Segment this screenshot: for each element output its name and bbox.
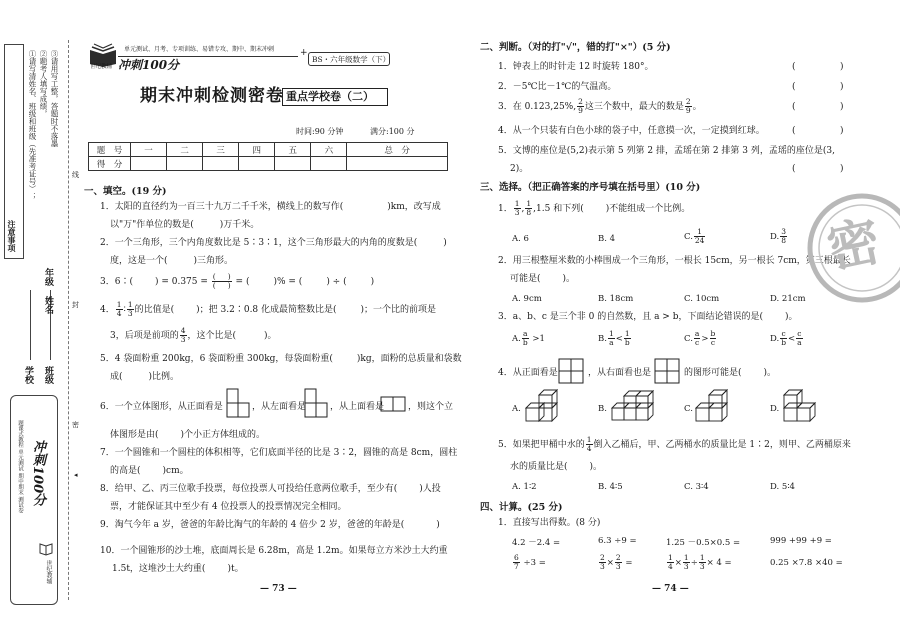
judge-5-line1: 5．文博的座位是(5,2)表示第 5 列第 2 排，孟瑶在第 2 排第 3 列，孟瑶的座位是(3, bbox=[498, 146, 835, 156]
choice-2-line2: 可能是( )。 bbox=[510, 274, 576, 284]
q6-text-a: 6．一个立体图形，从正面看是 bbox=[100, 402, 223, 412]
cut-mark-secret: 密 bbox=[72, 421, 79, 429]
score-table-row-header bbox=[89, 143, 448, 157]
page-number-right: — 74 — bbox=[652, 584, 689, 594]
q6-text-c: ，从上面看是 bbox=[330, 402, 385, 412]
judge-3-paren-l: ( bbox=[792, 102, 796, 112]
score-cell: 得 分 bbox=[89, 157, 131, 171]
calc-item: $\frac{6}{7}$ ÷3 = bbox=[514, 553, 546, 571]
score-input[interactable] bbox=[347, 157, 448, 171]
judge-5-line2: 2)。 bbox=[510, 164, 529, 174]
full-score-label: 满分:100 分 bbox=[370, 127, 415, 136]
calc-item: $\frac{2}{3}$ × $\frac{2}{3}$ = bbox=[600, 553, 633, 571]
score-cell: 总 分 bbox=[347, 143, 448, 157]
score-cell: 六 bbox=[311, 143, 347, 157]
q3-blank-fraction: $\frac{( )}{( )}$ bbox=[212, 272, 231, 290]
score-input[interactable] bbox=[275, 157, 311, 171]
choice-1-option-a[interactable]: A. 6 bbox=[512, 234, 529, 244]
header-logo-brand: 世纪教辅 bbox=[90, 64, 113, 70]
choice-4-front-view-icon bbox=[558, 358, 584, 384]
label-name: 姓名 bbox=[43, 296, 53, 314]
q6-text-d: ，则这个立 bbox=[408, 402, 454, 412]
q8-line2: 票，才能保证其中至少有 4 位投票人的投票情况完全相同。 bbox=[110, 502, 347, 512]
choice-1-option-b[interactable]: B. 4 bbox=[598, 234, 616, 244]
choice-5-line1: 5．如果把甲桶中水的 $\frac{1}{4}$ 倒入乙桶后，甲、乙两桶水的质量比是 1∶2，则甲、乙两桶原来 bbox=[498, 435, 851, 453]
header-series: 单元测试、月考、专项训练、易错专攻、期中、期末冲刺 bbox=[124, 46, 275, 53]
score-cell: 三 bbox=[203, 143, 239, 157]
choice-2-line1: 2．用三根整厘米数的小棒围成一个三角形，一根长 15cm，另一根长 7cm，第三根最长 bbox=[498, 256, 851, 266]
school-line bbox=[30, 290, 31, 360]
q6-text-b: ，从左面看是 bbox=[252, 402, 307, 412]
notice-line-1: ①请写清姓名、班级和班级（先准考证号）； bbox=[28, 50, 37, 200]
label-class: 班级 bbox=[43, 366, 53, 384]
q7-line2: 的高是( )cm。 bbox=[110, 466, 189, 476]
judge-1: 1．钟表上的时针走 12 时旋转 180°。 bbox=[498, 62, 654, 72]
choice-4-option-b-solid-icon[interactable] bbox=[610, 384, 662, 424]
section-1-title: 一、填空。(19 分) bbox=[84, 186, 167, 197]
notice-line-3: ③请用写工整，答题时不落墨 bbox=[50, 50, 59, 148]
judge-3-paren-r: ) bbox=[840, 102, 844, 112]
choice-4-option-a[interactable]: A. bbox=[512, 404, 521, 414]
score-cell: 二 bbox=[167, 143, 203, 157]
score-input[interactable] bbox=[203, 157, 239, 171]
cut-mark-seal: 封 bbox=[72, 301, 79, 309]
choice-5-option-c[interactable]: C. 3∶4 bbox=[684, 482, 709, 492]
binding-brand: 世纪教辅 bbox=[45, 560, 52, 584]
judge-4: 4．从一个只装有白色小球的袋子中，任意摸一次，一定摸到红球。 bbox=[498, 126, 765, 136]
q10-line2: 1.5t，这堆沙土大约重( )t。 bbox=[112, 564, 244, 574]
judge-4-paren-l: ( bbox=[792, 126, 796, 136]
choice-3-option-a[interactable]: A. $\frac{a}{b}$ >1 bbox=[512, 329, 545, 347]
choice-4-text-c: 的图形可能是( )。 bbox=[684, 368, 777, 378]
choice-3-option-d[interactable]: D. $\frac{c}{b}$ < $\frac{c}{a}$ bbox=[770, 329, 802, 347]
choice-4-option-b[interactable]: B. bbox=[598, 404, 607, 414]
section-3-title: 三、选择。（把正确答案的序号填在括号里）(10 分) bbox=[480, 182, 701, 193]
judge-2: 2．－5℃比－1℃的气温高。 bbox=[498, 82, 617, 92]
choice-4-text-b: ，从右面看也是 bbox=[588, 368, 652, 378]
notice-line-2: ②题考人填写成绩， bbox=[39, 50, 48, 118]
choice-4-option-c-solid-icon[interactable] bbox=[694, 388, 740, 424]
choice-2-option-d[interactable]: D. 21cm bbox=[770, 294, 806, 304]
page-title: 期末冲刺检测密卷 bbox=[140, 86, 284, 106]
q6-left-view-icon bbox=[304, 388, 328, 418]
judge-4-paren-r: ) bbox=[840, 126, 844, 136]
score-input[interactable] bbox=[131, 157, 167, 171]
judge-5-paren-r: ) bbox=[840, 164, 844, 174]
score-cell: 四 bbox=[239, 143, 275, 157]
judge-2-paren-l: ( bbox=[792, 82, 796, 92]
q4-line1: 4． $\frac{1}{4}$ ∶ $\frac{1}{3}$ 的比值是( )；把 3.2∶0.8 化成最简整数比是( )；一个比的前项是 bbox=[100, 300, 437, 318]
q8-line1: 8．给甲、乙、丙三位歌手投票，每位投票人可投给任意两位歌手，至少有( )人投 bbox=[100, 484, 441, 494]
binding-logo-sub: 题课式教程 单元测试 期中期末 测试卷 bbox=[17, 420, 23, 514]
choice-4-option-d[interactable]: D. bbox=[770, 404, 780, 414]
score-input[interactable] bbox=[311, 157, 347, 171]
calc-item: 999 +99 +9 = bbox=[770, 536, 832, 546]
score-table bbox=[88, 142, 448, 171]
choice-4-option-a-solid-icon[interactable] bbox=[524, 388, 570, 424]
choice-4-right-view-icon bbox=[654, 358, 680, 384]
judge-2-paren-r: ) bbox=[840, 82, 844, 92]
choice-3-stem: 3．a、b、c 是三个非 0 的自然数，且 a > b，下面结论错误的是( )。 bbox=[498, 312, 798, 322]
q5-line1: 5．4 袋面粉重 200kg，6 袋面粉重 300kg，每袋面粉重( )kg，面粉的总质量和袋数 bbox=[100, 354, 462, 364]
choice-5-option-d[interactable]: D. 5∶4 bbox=[770, 482, 795, 492]
calc-item: 4.2 －2.4 = bbox=[512, 538, 561, 548]
choice-3-option-c[interactable]: C. $\frac{a}{c}$ > $\frac{b}{c}$ bbox=[684, 329, 716, 347]
time-label: 时间:90 分钟 bbox=[296, 127, 344, 136]
page-number-left: — 73 — bbox=[260, 584, 297, 594]
score-cell: 五 bbox=[275, 143, 311, 157]
binding-book-icon bbox=[38, 540, 54, 556]
cut-mark-line: 线 bbox=[72, 171, 79, 179]
choice-5-line2: 水的质量比是( )。 bbox=[510, 462, 603, 472]
score-cell: 题 号 bbox=[89, 143, 131, 157]
binding-logo-text: 冲刺100分 bbox=[30, 440, 45, 507]
binding-strip bbox=[0, 0, 80, 618]
calc-item: 6.3 ÷9 = bbox=[598, 536, 637, 546]
q2-line2: 度，这是一个( )三角形。 bbox=[110, 256, 234, 266]
choice-3-option-b[interactable]: B. $\frac{1}{a}$ < $\frac{1}{b}$ bbox=[598, 329, 630, 347]
q1-line2: 以"万"作单位的数是( )万千米。 bbox=[110, 220, 260, 230]
section-4-title: 四、计算。(25 分) bbox=[480, 502, 563, 513]
calc-item: $\frac{1}{4}$ × $\frac{1}{3}$ ÷ $\frac{1}{3}$ × 4 = bbox=[668, 553, 732, 571]
score-input[interactable] bbox=[167, 157, 203, 171]
choice-1-option-c[interactable]: C. $\frac{1}{24}$ bbox=[684, 227, 705, 245]
q6-top-view-icon bbox=[380, 396, 406, 412]
choice-4-text-a: 4．从正面看是 bbox=[498, 368, 558, 378]
choice-5-option-a[interactable]: A. 1∶2 bbox=[512, 482, 537, 492]
score-cell: 一 bbox=[131, 143, 167, 157]
section-2-title: 二、判断。（对的打"√"，错的打"×"）(5 分) bbox=[480, 42, 671, 53]
title-badge: 重点学校卷（二） bbox=[286, 90, 374, 103]
judge-3: 3．在 0.123,25%, $\frac{2}{9}$ 这三个数中，最大的数是 $\frac{2}{9}$ 。 bbox=[498, 97, 702, 115]
choice-2-option-a[interactable]: A. 9cm bbox=[512, 294, 542, 304]
header-logo: 冲刺100分 bbox=[118, 58, 180, 72]
header-plus: + bbox=[300, 48, 308, 58]
choice-1-stem: 1． $\frac{1}{3}$ , $\frac{1}{8}$ ,1.5 和下列( )不能组成一个比例。 bbox=[498, 199, 691, 217]
label-school: 学校 bbox=[23, 366, 33, 384]
judge-1-paren-r: ) bbox=[840, 62, 844, 72]
choice-1-option-d[interactable]: D. $\frac{3}{8}$ bbox=[770, 227, 786, 245]
q10-line1: 10．一个圆锥形的沙土堆，底面周长是 6.28m，高是 1.2m。如果每立方米沙土大约重 bbox=[100, 546, 448, 556]
calc-item: 0.25 ×7.8 ×40 = bbox=[770, 558, 843, 568]
choice-2-option-c[interactable]: C. 10cm bbox=[684, 294, 720, 304]
judge-1-paren-l: ( bbox=[792, 62, 796, 72]
calc-item: 1.25 －0.5×0.5 = bbox=[666, 538, 741, 548]
secret-seal-char: 密 bbox=[822, 210, 886, 281]
cut-line bbox=[68, 40, 69, 600]
q1-line1: 1．太阳的直径约为一百三十九万二千千米，横线上的数写作( )km，改写成 bbox=[100, 202, 441, 212]
score-table-row-score bbox=[89, 157, 448, 171]
choice-2-option-b[interactable]: B. 18cm bbox=[598, 294, 634, 304]
label-grade: 年级 bbox=[43, 268, 53, 286]
q6-line2: 体图形是由( )个小正方体组成的。 bbox=[110, 430, 266, 440]
score-input[interactable] bbox=[239, 157, 275, 171]
q9-line1: 9．淘气今年 a 岁，爸爸的年龄比淘气的年龄的 4 倍少 2 岁，爸爸的年龄是( ) bbox=[100, 520, 440, 530]
choice-4-option-c[interactable]: C. bbox=[684, 404, 693, 414]
q4-line2: 3，后项是前项的 $\frac{4}{3}$ ，这个比是( )。 bbox=[110, 326, 277, 344]
choice-5-option-b[interactable]: B. 4∶5 bbox=[598, 482, 623, 492]
header-rule bbox=[118, 56, 298, 57]
q3-line: 3．6∶( ) = 0.375 = $\frac{( )}{( )}$ = ( )% = ( ) ÷ ( ) bbox=[100, 272, 375, 290]
notice-title: 注意事项 bbox=[7, 220, 17, 252]
calc-1-title: 1．直接写出得数。(8 分) bbox=[498, 518, 601, 528]
choice-4-option-d-solid-icon[interactable] bbox=[782, 388, 822, 424]
judge-5-paren-l: ( bbox=[792, 164, 796, 174]
binding-arrow-mark: ◂ bbox=[74, 471, 78, 479]
q6-front-view-icon bbox=[226, 388, 250, 418]
q2-line1: 2．一个三角形，三个内角度数比是 5∶3∶1，这个三角形最大的内角的度数是( ) bbox=[100, 238, 447, 248]
q7-line1: 7．一个圆锥和一个圆柱的体积相等，它们底面半径的比是 3∶2，圆锥的高是 8cm，圆柱 bbox=[100, 448, 458, 458]
q5-line2: 成( )比例。 bbox=[110, 372, 180, 382]
grade-tag: BS・六年级数学（下） bbox=[312, 55, 391, 64]
